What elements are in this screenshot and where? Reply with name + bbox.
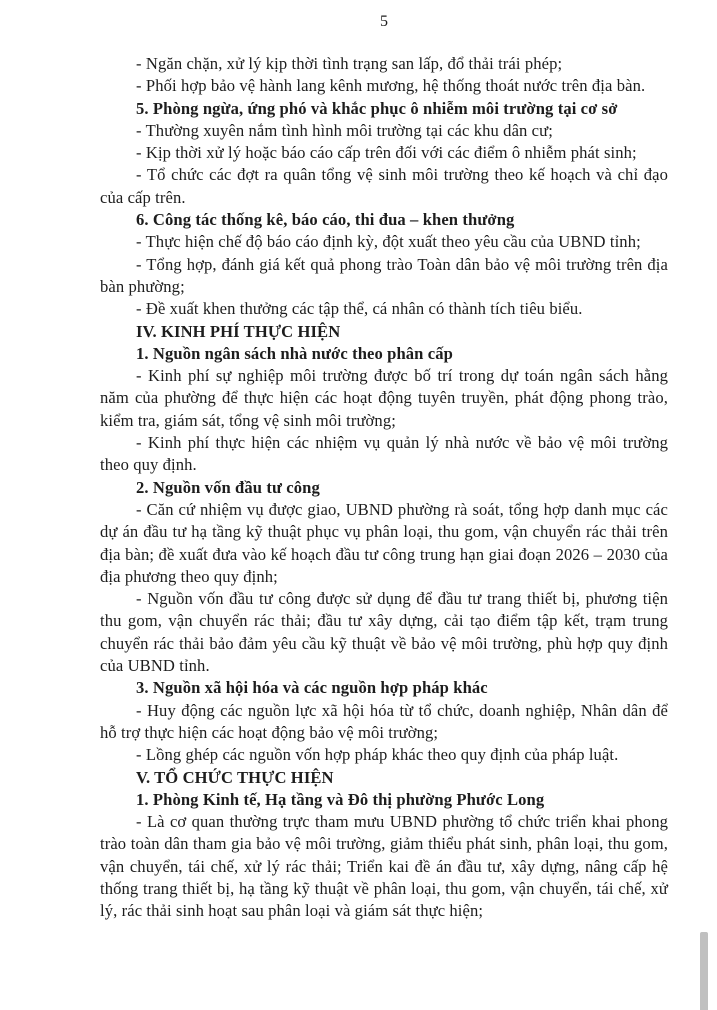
paragraph: - Nguồn vốn đầu tư công được sử dụng để đầu tư trang thiết bị, phương tiện thu gom, vận chuyển rác thải; đầu tư xây dựng, cải tạo điểm tập kết, trạm trung chuyển rác thải bảo đảm yêu cầu kỹ thuật về bảo vệ môi trường, phù hợp quy định của UBND tỉnh. [100, 589, 668, 676]
paragraph: - Kịp thời xử lý hoặc báo cáo cấp trên đối với các điểm ô nhiễm phát sinh; [136, 143, 637, 163]
scrollbar-track[interactable] [700, 0, 717, 1010]
scrollbar-thumb[interactable] [700, 932, 708, 1010]
paragraph: - Thực hiện chế độ báo cáo định kỳ, đột xuất theo yêu cầu của UBND tỉnh; [136, 232, 641, 252]
paragraph: - Đề xuất khen thưởng các tập thể, cá nhân có thành tích tiêu biểu. [136, 299, 583, 319]
paragraph: - Là cơ quan thường trực tham mưu UBND phường tổ chức triển khai phong trào toàn dân tham gia bảo vệ môi trường, giảm thiểu phát sinh, phân loại, thu gom, vận chuyển, tái chế, xử lý rác thải; Triển kai đề án đầu tư, xây dựng, nâng cấp hệ thống trang thiết bị, hạ tầng kỹ thuật về phân loại, thu gom, vận chuyển, tái chế, xử lý, rác thải sinh hoạt sau phân loại và giám sát thực hiện; [100, 812, 668, 921]
section-heading: IV. KINH PHÍ THỰC HIỆN [136, 321, 341, 341]
document-content [100, 53, 668, 923]
paragraph: - Ngăn chặn, xử lý kịp thời tình trạng san lấp, đổ thải trái phép; [136, 54, 563, 73]
section-heading: 3. Nguồn xã hội hóa và các nguồn hợp pháp khác [136, 678, 488, 698]
section-heading: V. TỔ CHỨC THỰC HIỆN [136, 767, 334, 787]
section-heading: 6. Công tác thống kê, báo cáo, thi đua – khen thưởng [136, 210, 515, 230]
section-heading: 2. Nguồn vốn đầu tư công [136, 477, 320, 497]
paragraph: - Lồng ghép các nguồn vốn hợp pháp khác theo quy định của pháp luật. [136, 745, 619, 765]
section-heading: 1. Phòng Kinh tế, Hạ tầng và Đô thị phường Phước Long [136, 789, 545, 809]
paragraph: - Kinh phí sự nghiệp môi trường được bố trí trong dự toán ngân sách hằng năm của phường để thực hiện các hoạt động tuyên truyền, phát động phong trào, kiểm tra, giám sát, tổng vệ sinh môi trường; [100, 366, 668, 430]
paragraph: - Tổng hợp, đánh giá kết quả phong trào Toàn dân bảo vệ môi trường trên địa bàn phường; [100, 254, 668, 296]
paragraph: - Thường xuyên nắm tình hình môi trường tại các khu dân cư; [136, 120, 553, 140]
paragraph: - Tổ chức các đợt ra quân tổng vệ sinh môi trường theo kế hoạch và chỉ đạo của cấp trên. [100, 165, 668, 207]
paragraph: - Phối hợp bảo vệ hành lang kênh mương, hệ thống thoát nước trên địa bàn. [136, 76, 646, 96]
paragraph: - Kinh phí thực hiện các nhiệm vụ quản lý nhà nước về bảo vệ môi trường theo quy định. [100, 433, 668, 475]
section-heading: 1. Nguồn ngân sách nhà nước theo phân cấp [136, 343, 453, 363]
paragraph: - Huy động các nguồn lực xã hội hóa từ tổ chức, doanh nghiệp, Nhân dân để hỗ trợ thực hiện các hoạt động bảo vệ môi trường; [100, 700, 668, 742]
paragraph: - Căn cứ nhiệm vụ được giao, UBND phường rà soát, tổng hợp danh mục các dự án đầu tư hạ tầng kỹ thuật phục vụ phân loại, thu gom, vận chuyển rác thải trên địa bàn; đề xuất đưa vào kế hoạch đầu tư công trung hạn giai đoạn 2026 – 2030 của địa phương theo quy định; [100, 499, 668, 586]
page-number: 5 [380, 13, 388, 30]
section-heading: 5. Phòng ngừa, ứng phó và khắc phục ô nhiễm môi trường tại cơ sở [136, 98, 618, 118]
